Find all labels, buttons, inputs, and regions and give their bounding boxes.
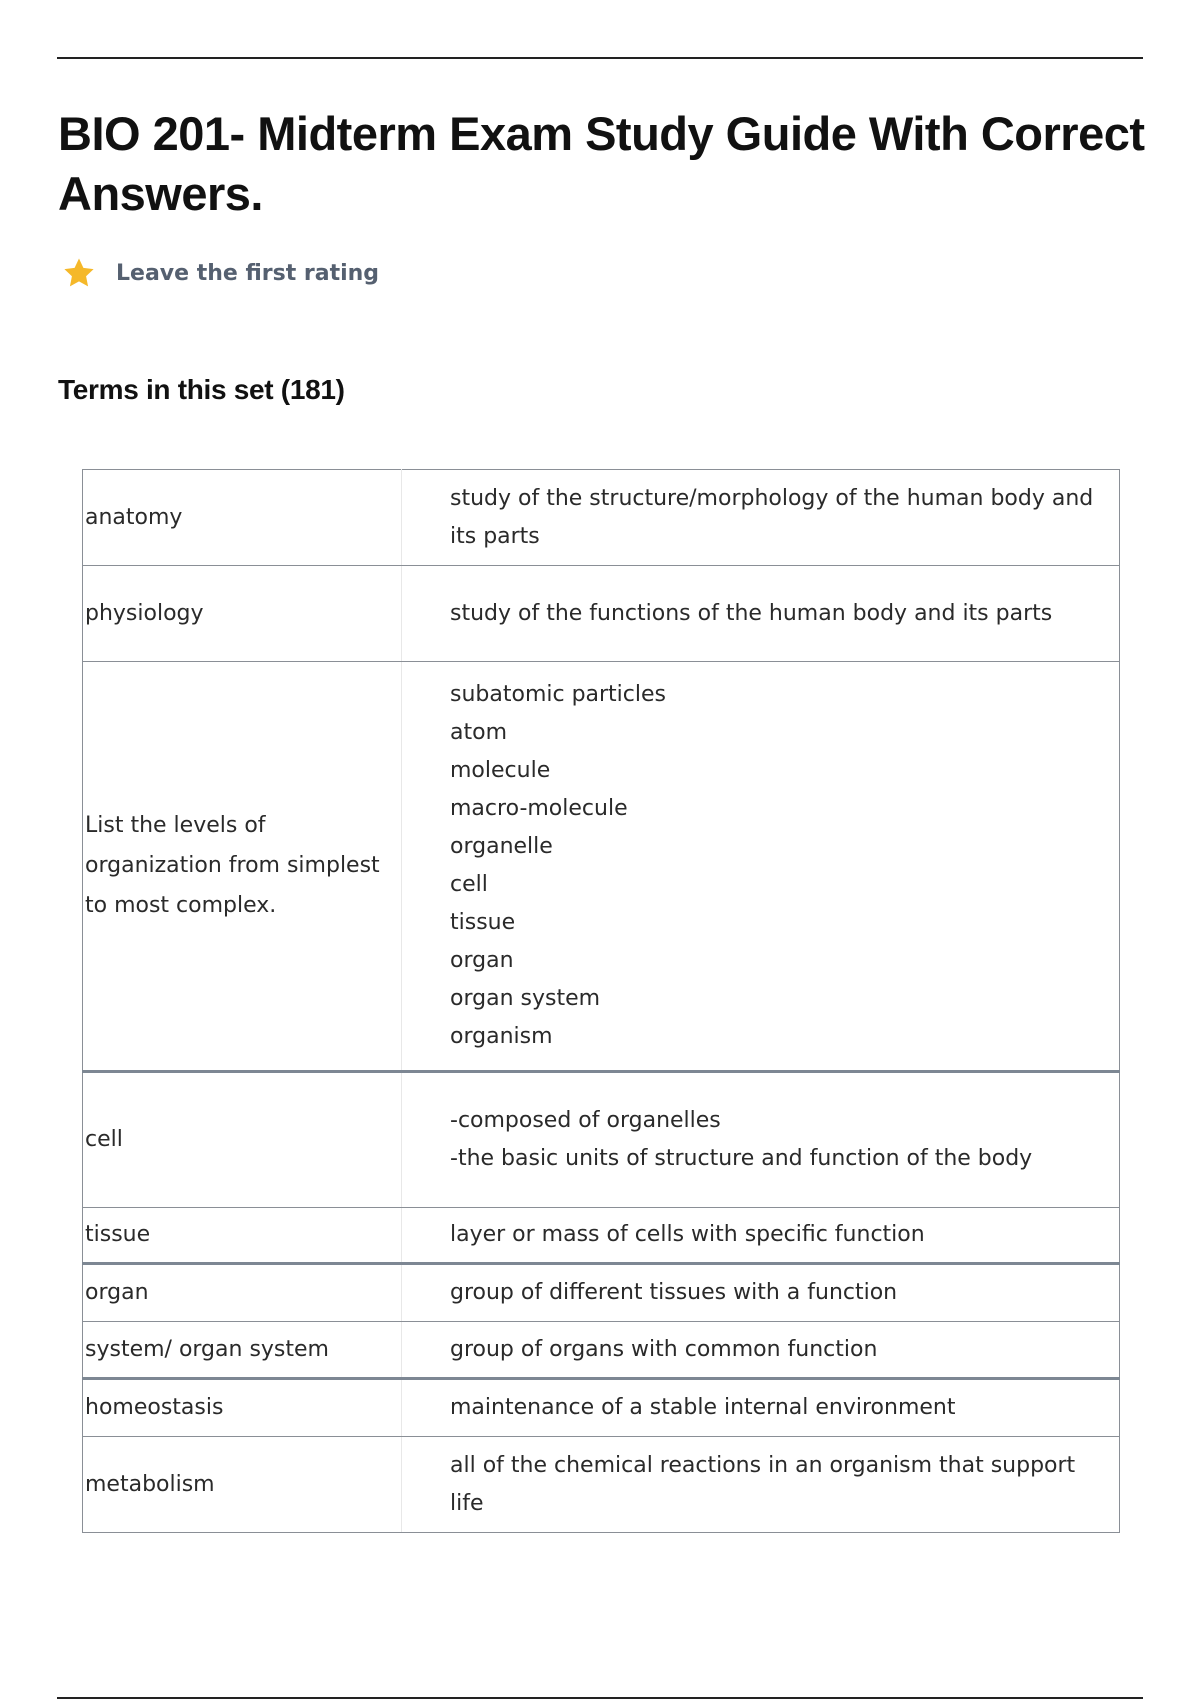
definition-cell — [402, 662, 1120, 1072]
term-cell: organ — [83, 1264, 402, 1322]
definition-text: group of different tissues with a function — [450, 1280, 898, 1305]
page-title: BIO 201- Midterm Exam Study Guide With Correct Answers. — [58, 107, 1145, 220]
term-row — [83, 1072, 1120, 1208]
term-cell: tissue — [83, 1208, 402, 1264]
term-row — [83, 662, 1120, 1072]
definition-cell — [402, 1379, 1120, 1437]
term-cell: physiology — [83, 566, 402, 662]
definition-line: organelle — [450, 834, 553, 859]
definition-line: macro-molecule — [450, 796, 628, 821]
definition-cell — [402, 1072, 1120, 1208]
term-row — [83, 1437, 1120, 1533]
definition-line: molecule — [450, 758, 551, 783]
term-row — [83, 1208, 1120, 1264]
rating-row[interactable] — [62, 256, 379, 290]
definition-text: maintenance of a stable internal environment — [450, 1395, 956, 1420]
top-divider — [57, 57, 1143, 59]
term-row — [83, 1322, 1120, 1379]
definition-line: subatomic particles — [450, 682, 667, 707]
definition-cell — [402, 1264, 1120, 1322]
definition-line: organ — [450, 948, 514, 973]
definition-cell — [402, 1322, 1120, 1379]
bottom-divider — [57, 1697, 1143, 1699]
term-cell: anatomy — [83, 470, 402, 566]
term-row — [83, 1264, 1120, 1322]
definition-line: cell — [450, 872, 488, 897]
term-cell: cell — [83, 1072, 402, 1208]
definition-line: -composed of organelles — [450, 1108, 721, 1133]
definition-cell — [402, 1437, 1120, 1533]
definition-line: tissue — [450, 910, 516, 935]
term-row — [83, 1379, 1120, 1437]
term-row — [83, 566, 1120, 662]
definition-line: atom — [450, 720, 507, 745]
definition-line: -the basic units of structure and function of the body — [450, 1146, 1033, 1171]
star-icon — [62, 256, 96, 290]
definition-text: study of the structure/morphology of the human body and its parts — [450, 485, 1094, 549]
definition-line: organ system — [450, 986, 601, 1011]
definition-cell — [402, 566, 1120, 662]
definition-text: group of organs with common function — [450, 1336, 878, 1362]
terms-table — [82, 469, 1120, 1533]
definition-line: organism — [450, 1024, 553, 1049]
definition-cell — [402, 1208, 1120, 1264]
term-cell: homeostasis — [83, 1379, 402, 1437]
definition-cell — [402, 470, 1120, 566]
term-cell: system/ organ system — [83, 1322, 402, 1379]
definition-text: all of the chemical reactions in an organism that support life — [450, 1452, 1076, 1516]
term-row — [83, 470, 1120, 566]
definition-text: study of the functions of the human body and its parts — [450, 600, 1053, 626]
definition-text: layer or mass of cells with specific function — [450, 1222, 925, 1247]
leave-rating-link[interactable]: Leave the first rating — [116, 260, 380, 286]
term-cell: metabolism — [83, 1437, 402, 1533]
term-cell: List the levels of organization from simplest to most complex. — [83, 662, 402, 1072]
terms-heading: Terms in this set (181) — [58, 374, 345, 405]
